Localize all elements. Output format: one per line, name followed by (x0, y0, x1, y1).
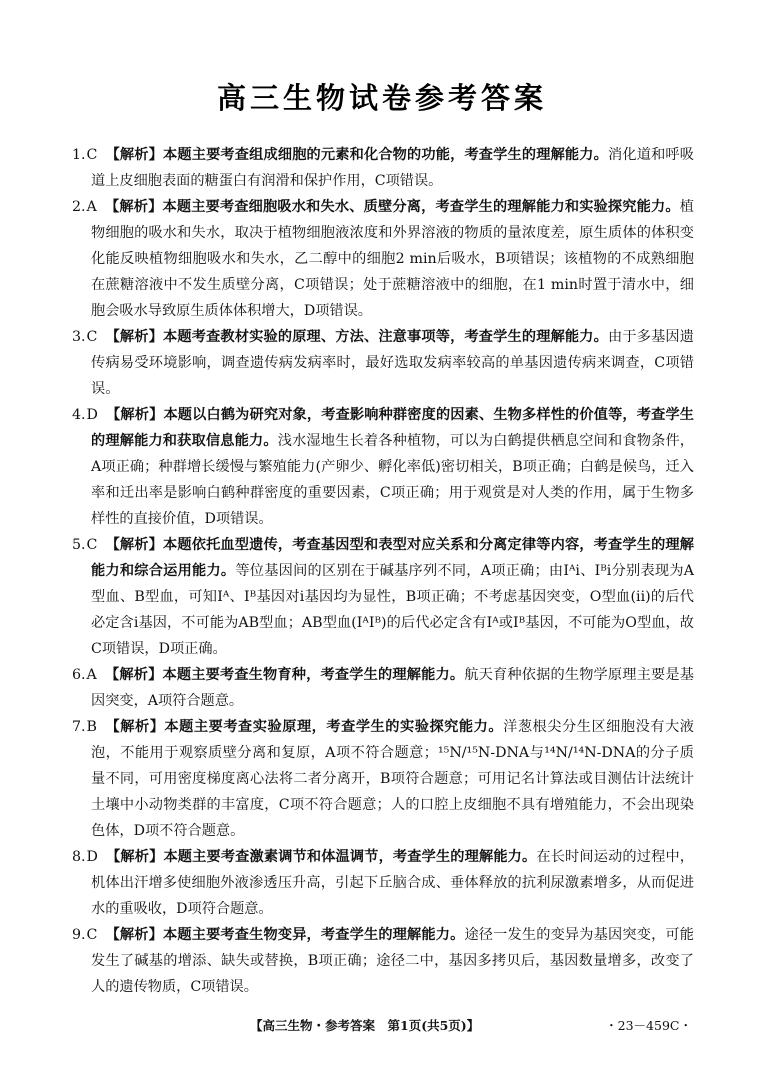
answer-letter: A (86, 667, 97, 683)
answer-item (72, 532, 694, 662)
analysis-tag: 【解析】 (105, 329, 163, 345)
answer-item (72, 324, 694, 402)
analysis-detail: 植物细胞的吸水和失水，取决于植物细胞液浓度和外界溶液的物质的量浓度差，原生质体的体积变化能反映植物细胞吸水和失水，乙二醇中的细胞2 min后吸水，B项错误；该植物的不成熟细胞在蔗糖溶液中不发生质壁分离，C项错误；处于蔗糖溶液中的细胞，在1 min时置于清水中，细胞会吸水导致原生质体体积增大，D项错误。 (91, 199, 694, 319)
analysis-summary: 本题主要考查生物变异，考查学生的理解能力。 (163, 927, 465, 943)
answer-letter: A (86, 199, 97, 215)
analysis-tag: 【解析】 (105, 927, 163, 943)
analysis-tag: 【解析】 (104, 719, 165, 735)
answer-item (72, 662, 694, 714)
analysis-summary: 本题依托血型遗传，考查基因型和表型对应关系和分离定律等内容，考查学生的理解能力和综合运用能力。 (91, 537, 694, 579)
analysis-tag: 【解析】 (105, 147, 163, 163)
question-number: 9. (72, 927, 86, 943)
analysis-summary: 本题考查教材实验的原理、方法、注意事项等，考查学生的理解能力。 (163, 329, 609, 345)
answer-item (72, 714, 694, 844)
question-number: 6. (72, 667, 86, 683)
analysis-summary: 本题主要考查激素调节和体温调节，考查学生的理解能力。 (163, 849, 537, 865)
question-number: 7. (72, 719, 86, 735)
answer-letter: C (86, 537, 98, 553)
answer-letter: D (86, 849, 98, 865)
answer-list (72, 142, 694, 1000)
analysis-detail: 等位基因间的区别在于碱基序列不同，A项正确；由Iᴬi、Iᴮi分别表现为A型血、B型血，可知Iᴬ、Iᴮ基因对i基因均为显性，B项正确；不考虑基因突变，O型血(ii)的后代必定含i基因，不可能为AB型血；AB型血(IᴬIᴮ)的后代必定含有Iᴬ或Iᴮ基因，不可能为O型血，故C项错误，D项正确。 (91, 563, 694, 657)
analysis-detail: 洋葱根尖分生区细胞没有大液泡，不能用于观察质壁分离和复原，A项不符合题意；¹⁵N/¹⁵N-DNA与¹⁴N/¹⁴N-DNA的分子质量不同，可用密度梯度离心法将二者分离开，B项符合题意；可用记名计算法或目测估计法统计土壤中小动物类群的丰富度，C项不符合题意；人的口腔上皮细胞不具有增殖能力，不会出现染色体，D项不符合题意。 (91, 719, 694, 839)
question-number: 4. (72, 407, 86, 423)
analysis-detail: 航天育种依据的生物学原理主要是基因突变，A项符合题意。 (91, 667, 694, 709)
answer-item (72, 922, 694, 1000)
page-title: 高三生物试卷参考答案 (216, 81, 547, 115)
answer-item (72, 844, 694, 922)
answer-item (72, 142, 694, 194)
footer-exam-code: ・23－459C・ (605, 1018, 692, 1033)
analysis-detail: 由于多基因遗传病易受环境影响，调查遗传病发病率时，最好选取发病率较高的单基因遗传病来调查，C项错误。 (91, 329, 694, 397)
question-number: 5. (72, 537, 86, 553)
answer-letter: B (86, 719, 97, 735)
analysis-summary: 本题主要考查生物育种，考查学生的理解能力。 (162, 667, 465, 683)
answer-letter: C (86, 927, 98, 943)
question-number: 3. (72, 329, 86, 345)
analysis-summary: 本题以白鹤为研究对象，考查影响种群密度的因素、生物多样性的价值等，考查学生的理解能力和获取信息能力。 (91, 407, 694, 449)
answer-letter: C (86, 329, 98, 345)
question-number: 1. (72, 147, 86, 163)
question-number: 2. (72, 199, 86, 215)
analysis-summary: 本题主要考查实验原理，考查学生的实验探究能力。 (164, 719, 504, 735)
analysis-detail: 消化道和呼吸道上皮细胞表面的糖蛋白有润滑和保护作用，C项错误。 (91, 147, 694, 189)
page-footer (0, 1016, 764, 1036)
analysis-summary: 本题主要考查组成细胞的元素和化合物的功能，考查学生的理解能力。 (163, 147, 609, 163)
analysis-tag: 【解析】 (104, 667, 163, 683)
answer-item (72, 402, 694, 532)
analysis-detail: 在长时间运动的过程中，机体出汗增多使细胞外液渗透压升高，引起下丘脑合成、垂体释放的抗利尿激素增多，从而促进水的重吸收，D项符合题意。 (91, 849, 694, 917)
analysis-tag: 【解析】 (105, 849, 164, 865)
analysis-summary: 本题主要考查细胞吸水和失水、质壁分离，考查学生的理解能力和实验探究能力。 (162, 199, 680, 215)
analysis-tag: 【解析】 (104, 199, 163, 215)
analysis-tag: 【解析】 (105, 407, 164, 423)
footer-page-info: 【高三生物・参考答案 第1页(共5页)】 (250, 1018, 480, 1033)
analysis-tag: 【解析】 (105, 537, 163, 553)
answer-letter: D (86, 407, 98, 423)
analysis-detail: 途径一发生的变异为基因突变，可能发生了碱基的增添、缺失或替换，B项正确；途径二中，基因多拷贝后，基因数量增多，改变了人的遗传物质，C项错误。 (91, 927, 694, 995)
analysis-detail: 浅水湿地生长着各种植物，可以为白鹤提供栖息空间和食物条件，A项正确；种群增长缓慢与繁殖能力(产卵少、孵化率低)密切相关，B项正确；白鹤是候鸟，迁入率和迁出率是影响白鹤种群密度的重要因素，C项正确；用于观赏是对人类的作用，属于生物多样性的直接价值，D项错误。 (91, 433, 694, 527)
question-number: 8. (72, 849, 86, 865)
answer-item (72, 194, 694, 324)
answer-letter: C (86, 147, 98, 163)
